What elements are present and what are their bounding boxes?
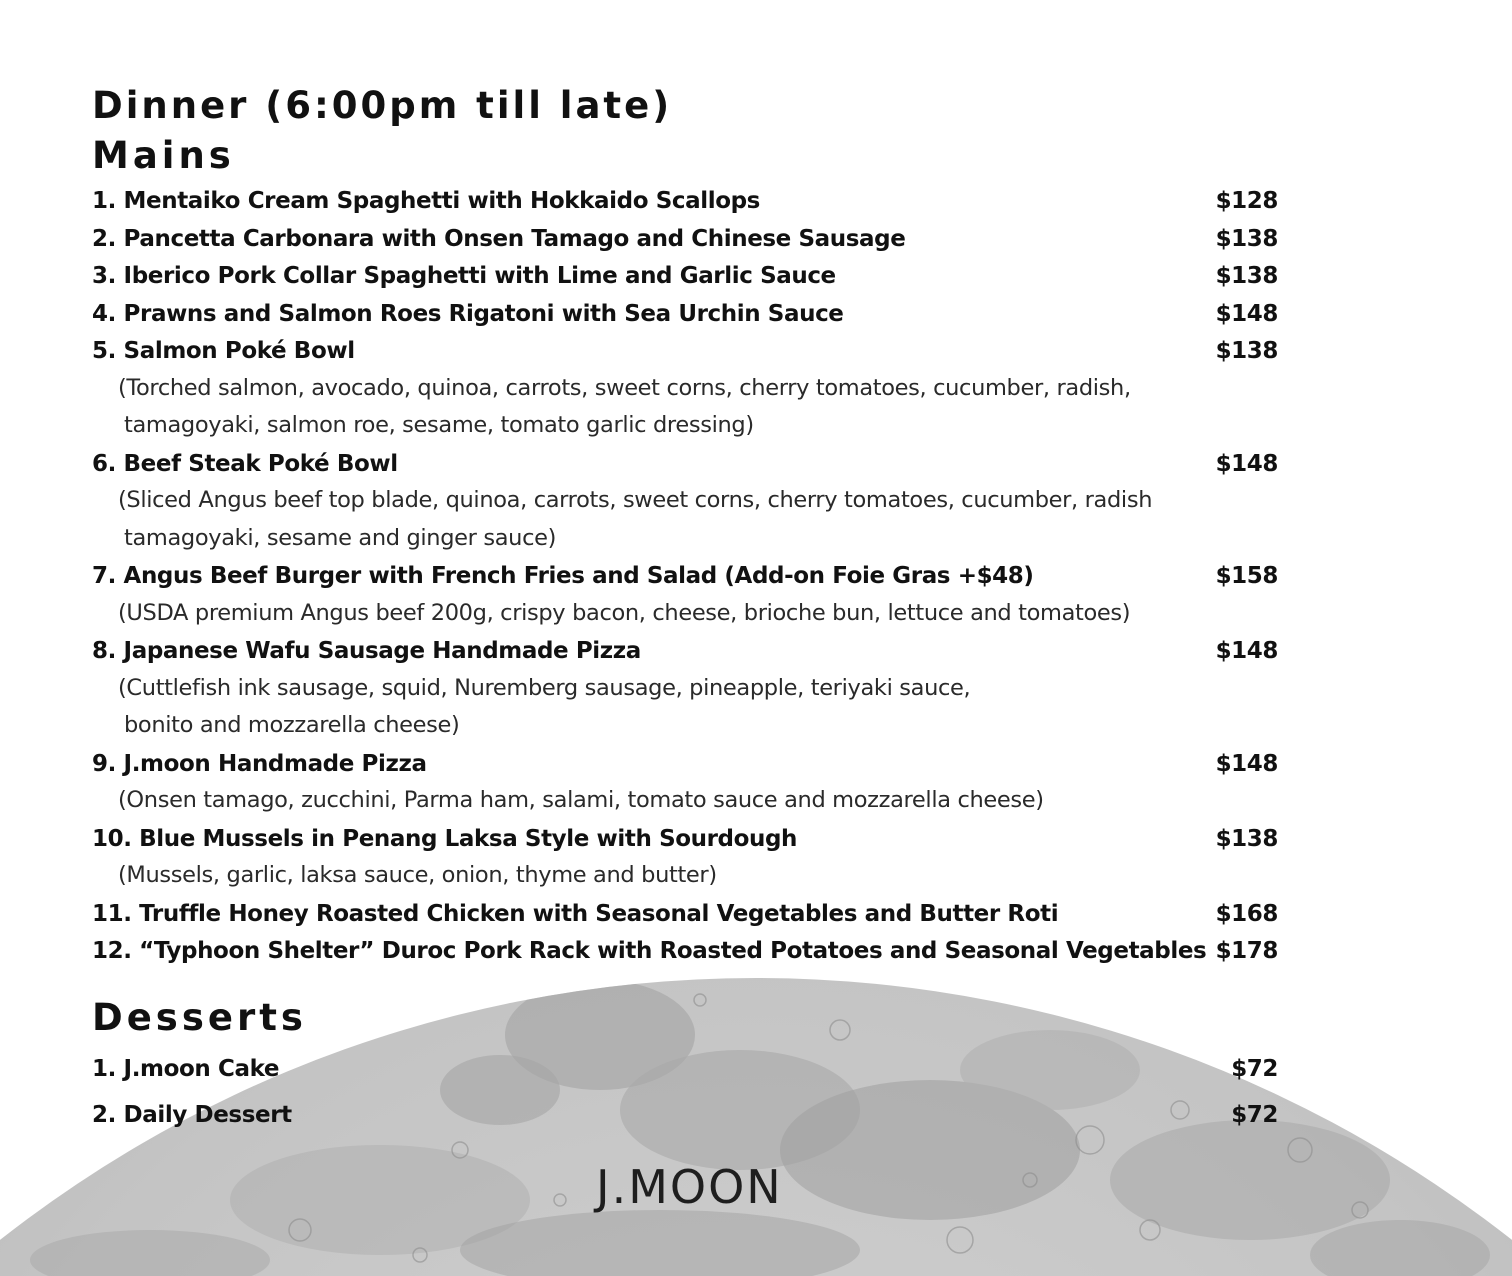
menu-item xyxy=(92,296,1278,332)
item-name: 4. Prawns and Salmon Roes Rigatoni with Sea Urchin Sauce xyxy=(92,301,844,327)
item-price: $148 xyxy=(1215,301,1278,327)
menu-item xyxy=(92,1097,1278,1133)
item-description: (Onsen tamago, zucchini, Parma ham, salami, tomato sauce and mozzarella cheese) xyxy=(118,787,1044,813)
item-price: $138 xyxy=(1215,826,1278,852)
item-description: (USDA premium Angus beef 200g, crispy bacon, cheese, brioche bun, lettuce and tomatoes) xyxy=(118,600,1131,626)
item-price: $138 xyxy=(1215,263,1278,289)
menu-item xyxy=(92,933,1278,969)
item-price: $168 xyxy=(1215,901,1278,927)
item-price: $72 xyxy=(1231,1102,1278,1128)
item-name: 12. “Typhoon Shelter” Duroc Pork Rack with Roasted Potatoes and Seasonal Vegetables xyxy=(92,938,1207,964)
item-name: 7. Angus Beef Burger with French Fries and Salad (Add-on Foie Gras +$48) xyxy=(92,563,1034,589)
menu-item xyxy=(92,633,1278,669)
mains-title: Mains xyxy=(92,134,235,177)
menu-item xyxy=(92,333,1278,369)
item-price: $158 xyxy=(1215,563,1278,589)
item-name: 8. Japanese Wafu Sausage Handmade Pizza xyxy=(92,638,641,664)
item-description: tamagoyaki, salmon roe, sesame, tomato garlic dressing) xyxy=(124,412,754,438)
brand-logo: J.MOON xyxy=(596,1160,783,1214)
desserts-title: Desserts xyxy=(92,996,307,1039)
menu-item xyxy=(92,1051,1278,1087)
item-description: (Torched salmon, avocado, quinoa, carrots, sweet corns, cherry tomatoes, cucumber, radish, xyxy=(118,375,1131,401)
item-price: $138 xyxy=(1215,226,1278,252)
item-price: $148 xyxy=(1215,751,1278,777)
item-description: (Mussels, garlic, laksa sauce, onion, thyme and butter) xyxy=(118,862,717,888)
item-price: $148 xyxy=(1215,638,1278,664)
item-name: 6. Beef Steak Poké Bowl xyxy=(92,451,398,477)
item-name: 2. Daily Dessert xyxy=(92,1102,292,1128)
menu-item xyxy=(92,221,1278,257)
item-name: 3. Iberico Pork Collar Spaghetti with Lime and Garlic Sauce xyxy=(92,263,836,289)
item-name: 1. J.moon Cake xyxy=(92,1056,280,1082)
item-description: (Sliced Angus beef top blade, quinoa, carrots, sweet corns, cherry tomatoes, cucumber, radish xyxy=(118,487,1153,513)
item-price: $178 xyxy=(1215,938,1278,964)
menu-item xyxy=(92,183,1278,219)
menu-item xyxy=(92,558,1278,594)
item-price: $72 xyxy=(1231,1056,1278,1082)
menu-item xyxy=(92,821,1278,857)
item-price: $128 xyxy=(1215,188,1278,214)
item-price: $138 xyxy=(1215,338,1278,364)
item-description: bonito and mozzarella cheese) xyxy=(124,712,460,738)
menu-heading: Dinner (6:00pm till late) xyxy=(92,84,673,127)
menu-item xyxy=(92,746,1278,782)
menu-item xyxy=(92,258,1278,294)
item-name: 5. Salmon Poké Bowl xyxy=(92,338,355,364)
item-price: $148 xyxy=(1215,451,1278,477)
item-name: 2. Pancetta Carbonara with Onsen Tamago and Chinese Sausage xyxy=(92,226,906,252)
menu-item xyxy=(92,896,1278,932)
item-name: 1. Mentaiko Cream Spaghetti with Hokkaido Scallops xyxy=(92,188,760,214)
item-name: 9. J.moon Handmade Pizza xyxy=(92,751,427,777)
item-description: tamagoyaki, sesame and ginger sauce) xyxy=(124,525,557,551)
item-name: 10. Blue Mussels in Penang Laksa Style with Sourdough xyxy=(92,826,798,852)
item-name: 11. Truffle Honey Roasted Chicken with Seasonal Vegetables and Butter Roti xyxy=(92,901,1059,927)
menu-item xyxy=(92,446,1278,482)
item-description: (Cuttlefish ink sausage, squid, Nuremberg sausage, pineapple, teriyaki sauce, xyxy=(118,675,971,701)
